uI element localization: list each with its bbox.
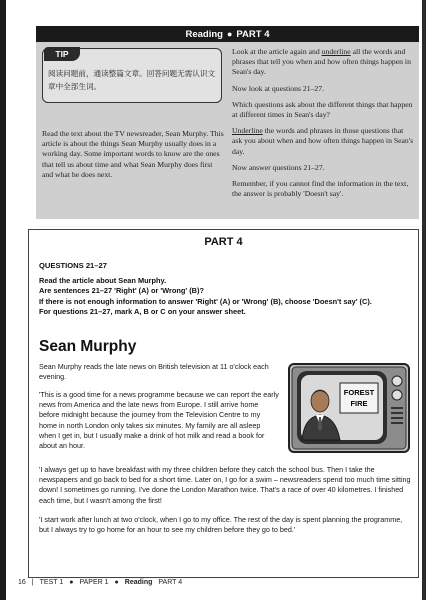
footer-section: Reading bbox=[124, 579, 153, 586]
tip-label: TIP bbox=[44, 47, 80, 61]
footer-paper: PAPER 1 bbox=[79, 579, 109, 586]
strategy-step-5: Now answer questions 21–27. bbox=[232, 162, 325, 172]
bullet-icon: ● bbox=[69, 579, 74, 586]
part-title: PART 4 bbox=[204, 236, 243, 248]
instruction-line: Are sentences 21–27 'Right' (A) or 'Wrong' (B)? bbox=[39, 286, 204, 296]
bullet-icon: ● bbox=[114, 579, 119, 586]
footer-part: PART 4 bbox=[158, 579, 183, 586]
article-paragraph: 'I start work after lunch at two o'clock, when I go to my office. The rest of the day is spent planning the programme, but I always try to go home for an hour to see my children before they go to bed.' bbox=[39, 515, 403, 535]
footer-separator: | bbox=[31, 579, 34, 586]
instruction-line: Read the article about Sean Murphy. bbox=[39, 276, 167, 285]
questions-heading: QUESTIONS 21–27 bbox=[39, 261, 107, 270]
page-footer bbox=[18, 579, 182, 586]
tip-text: 阅读问题前，通读整篇文章。回答问题无需认识文章中全部生词。 bbox=[48, 69, 216, 91]
tv-sign-line2: FIRE bbox=[350, 399, 368, 408]
article-paragraph: Sean Murphy reads the late news on British television at 11 o'clock each evening. bbox=[39, 362, 269, 382]
header-section: Reading bbox=[185, 28, 223, 40]
page-number: 16 bbox=[18, 579, 26, 586]
article-title: Sean Murphy bbox=[39, 338, 137, 355]
strategy-step-6: Remember, if you cannot find the information in the text, the answer is probably 'Doesn't say'. bbox=[232, 179, 409, 199]
article-paragraph: 'This is a good time for a news programme because we can report the early news from America and the late news from Europe. I still arrive home before midnight because the journey from the Television Centre to my home in north London only takes six minutes. My family are all asleep when I get in, but I usually make a drink of hot milk and read a book for about an hour. bbox=[39, 390, 279, 451]
instruction-line: For questions 21–27, mark A, B or C on your answer sheet. bbox=[39, 307, 246, 317]
footer-test: TEST 1 bbox=[39, 579, 64, 586]
strategy-step-4: Underline the words and phrases in those questions that ask you about when and how often things happen in Sean's day. bbox=[232, 126, 414, 156]
header-part: PART 4 bbox=[236, 28, 270, 40]
intro-paragraph: Read the text about the TV newsreader, Sean Murphy. This article is about the things Sean Murphy usually does in a working day. Some important words to know are the ones that tell us about time and what Sean Murphy does first and what he does next. bbox=[42, 129, 224, 179]
strategy-step-3: Which questions ask about the different things that happen at different times in Sean's day? bbox=[232, 99, 413, 120]
instruction-line: If there is not enough information to answer 'Right' (A) or 'Wrong' (B), choose 'Doesn't say' (C). bbox=[39, 296, 372, 306]
article-paragraph: 'I always get up to have breakfast with my three children before they catch the school bus. Then I take the newspapers and go back to bed for a short time. Later on, I go for a swim – newsreaders spend too much time sitting down! I sometimes go running. I've done the London Marathon twice. That's a race of over 40 kilometres. I finished each time, but I wasn't among the first! bbox=[39, 465, 411, 505]
section-header bbox=[36, 26, 419, 42]
tv-newsreader-illustration bbox=[288, 363, 410, 453]
strategy-column bbox=[232, 47, 414, 205]
tv-sign-line1: FOREST bbox=[343, 388, 375, 397]
strategy-step-1: Look at the article again and underline all the words and phrases that tell you when and how often things happen in Sean's day. bbox=[232, 47, 411, 77]
bullet-icon: ● bbox=[226, 29, 233, 39]
strategy-step-2: Now look at questions 21–27. bbox=[232, 83, 325, 93]
question-instructions bbox=[39, 276, 414, 318]
